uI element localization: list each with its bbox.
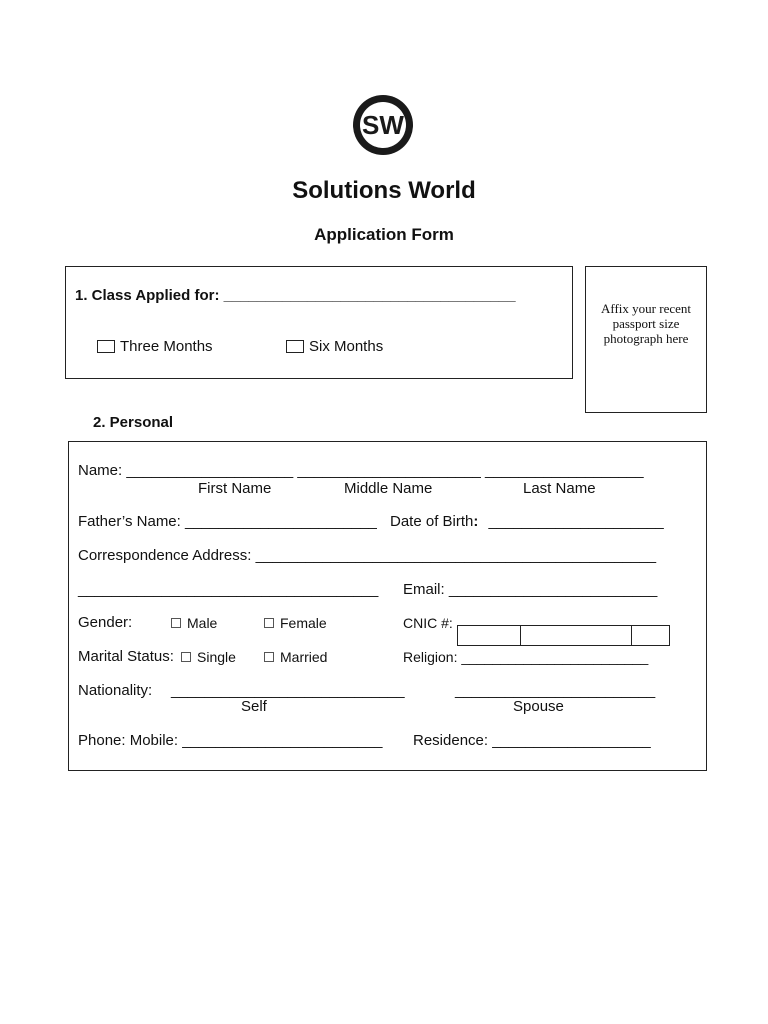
cnic-segment-2[interactable]: [520, 625, 632, 646]
phone-mobile-field[interactable]: Phone: Mobile: ________________________: [78, 732, 383, 749]
address-field-line1[interactable]: Correspondence Address: ________________________________________________: [78, 547, 657, 564]
nationality-spouse-caption: Spouse: [513, 698, 564, 715]
married-label: Married: [280, 649, 328, 665]
three-months-label: Three Months: [120, 338, 213, 355]
photo-box-text: Affix your recent passport size photograph here: [600, 301, 691, 346]
cnic-boxes[interactable]: [457, 625, 670, 646]
last-name-caption: Last Name: [523, 480, 596, 497]
nationality-spouse-field[interactable]: ________________________: [455, 682, 656, 699]
female-label: Female: [280, 615, 327, 631]
gender-female-option[interactable]: [264, 615, 327, 631]
email-field[interactable]: Email: _________________________: [403, 581, 658, 598]
nationality-label: Nationality:: [78, 682, 153, 699]
marital-single-option[interactable]: [181, 649, 236, 665]
dob-blank: _____________________: [488, 513, 664, 530]
three-months-checkbox[interactable]: [97, 340, 115, 353]
male-label: Male: [187, 615, 218, 631]
cnic-segment-1[interactable]: [457, 625, 521, 646]
gender-label: Gender:: [78, 614, 133, 631]
name-field[interactable]: Name: ____________________ ______________________ ___________________: [78, 462, 644, 479]
six-months-label: Six Months: [309, 338, 384, 355]
single-label: Single: [197, 649, 236, 665]
middle-name-caption: Middle Name: [344, 480, 433, 497]
nationality-self-field[interactable]: ____________________________: [171, 682, 405, 699]
page-subtitle: Application Form: [314, 225, 454, 244]
address-field-line2[interactable]: ____________________________________: [78, 581, 379, 598]
first-name-caption: First Name: [198, 480, 272, 497]
male-checkbox[interactable]: [171, 618, 181, 628]
father-name-field[interactable]: Father’s Name: _______________________: [78, 513, 377, 530]
page-title: Solutions World: [292, 177, 476, 204]
cnic-segment-3[interactable]: [631, 625, 670, 646]
married-checkbox[interactable]: [264, 652, 274, 662]
religion-field[interactable]: Religion: ________________________: [403, 649, 649, 665]
option-six-months[interactable]: [286, 338, 383, 355]
marital-married-option[interactable]: [264, 649, 327, 665]
dob-colon: :: [473, 513, 479, 530]
sw-monogram-icon: [349, 93, 417, 157]
cnic-label: CNIC #:: [403, 615, 453, 631]
nationality-self-caption: Self: [241, 698, 267, 715]
option-three-months[interactable]: [97, 338, 213, 355]
dob-label: Date of Birth: [390, 513, 474, 530]
marital-status-label: Marital Status:: [78, 648, 174, 665]
personal-section-heading: 2. Personal: [93, 414, 174, 431]
dob-field[interactable]: [390, 513, 664, 530]
logo-text: SW: [362, 110, 404, 140]
female-checkbox[interactable]: [264, 618, 274, 628]
residence-field[interactable]: Residence: ___________________: [413, 732, 651, 749]
class-applied-label: 1. Class Applied for: ___________________________________: [75, 287, 516, 304]
gender-male-option[interactable]: [171, 615, 217, 631]
single-checkbox[interactable]: [181, 652, 191, 662]
class-section-box: [65, 266, 573, 379]
six-months-checkbox[interactable]: [286, 340, 304, 353]
